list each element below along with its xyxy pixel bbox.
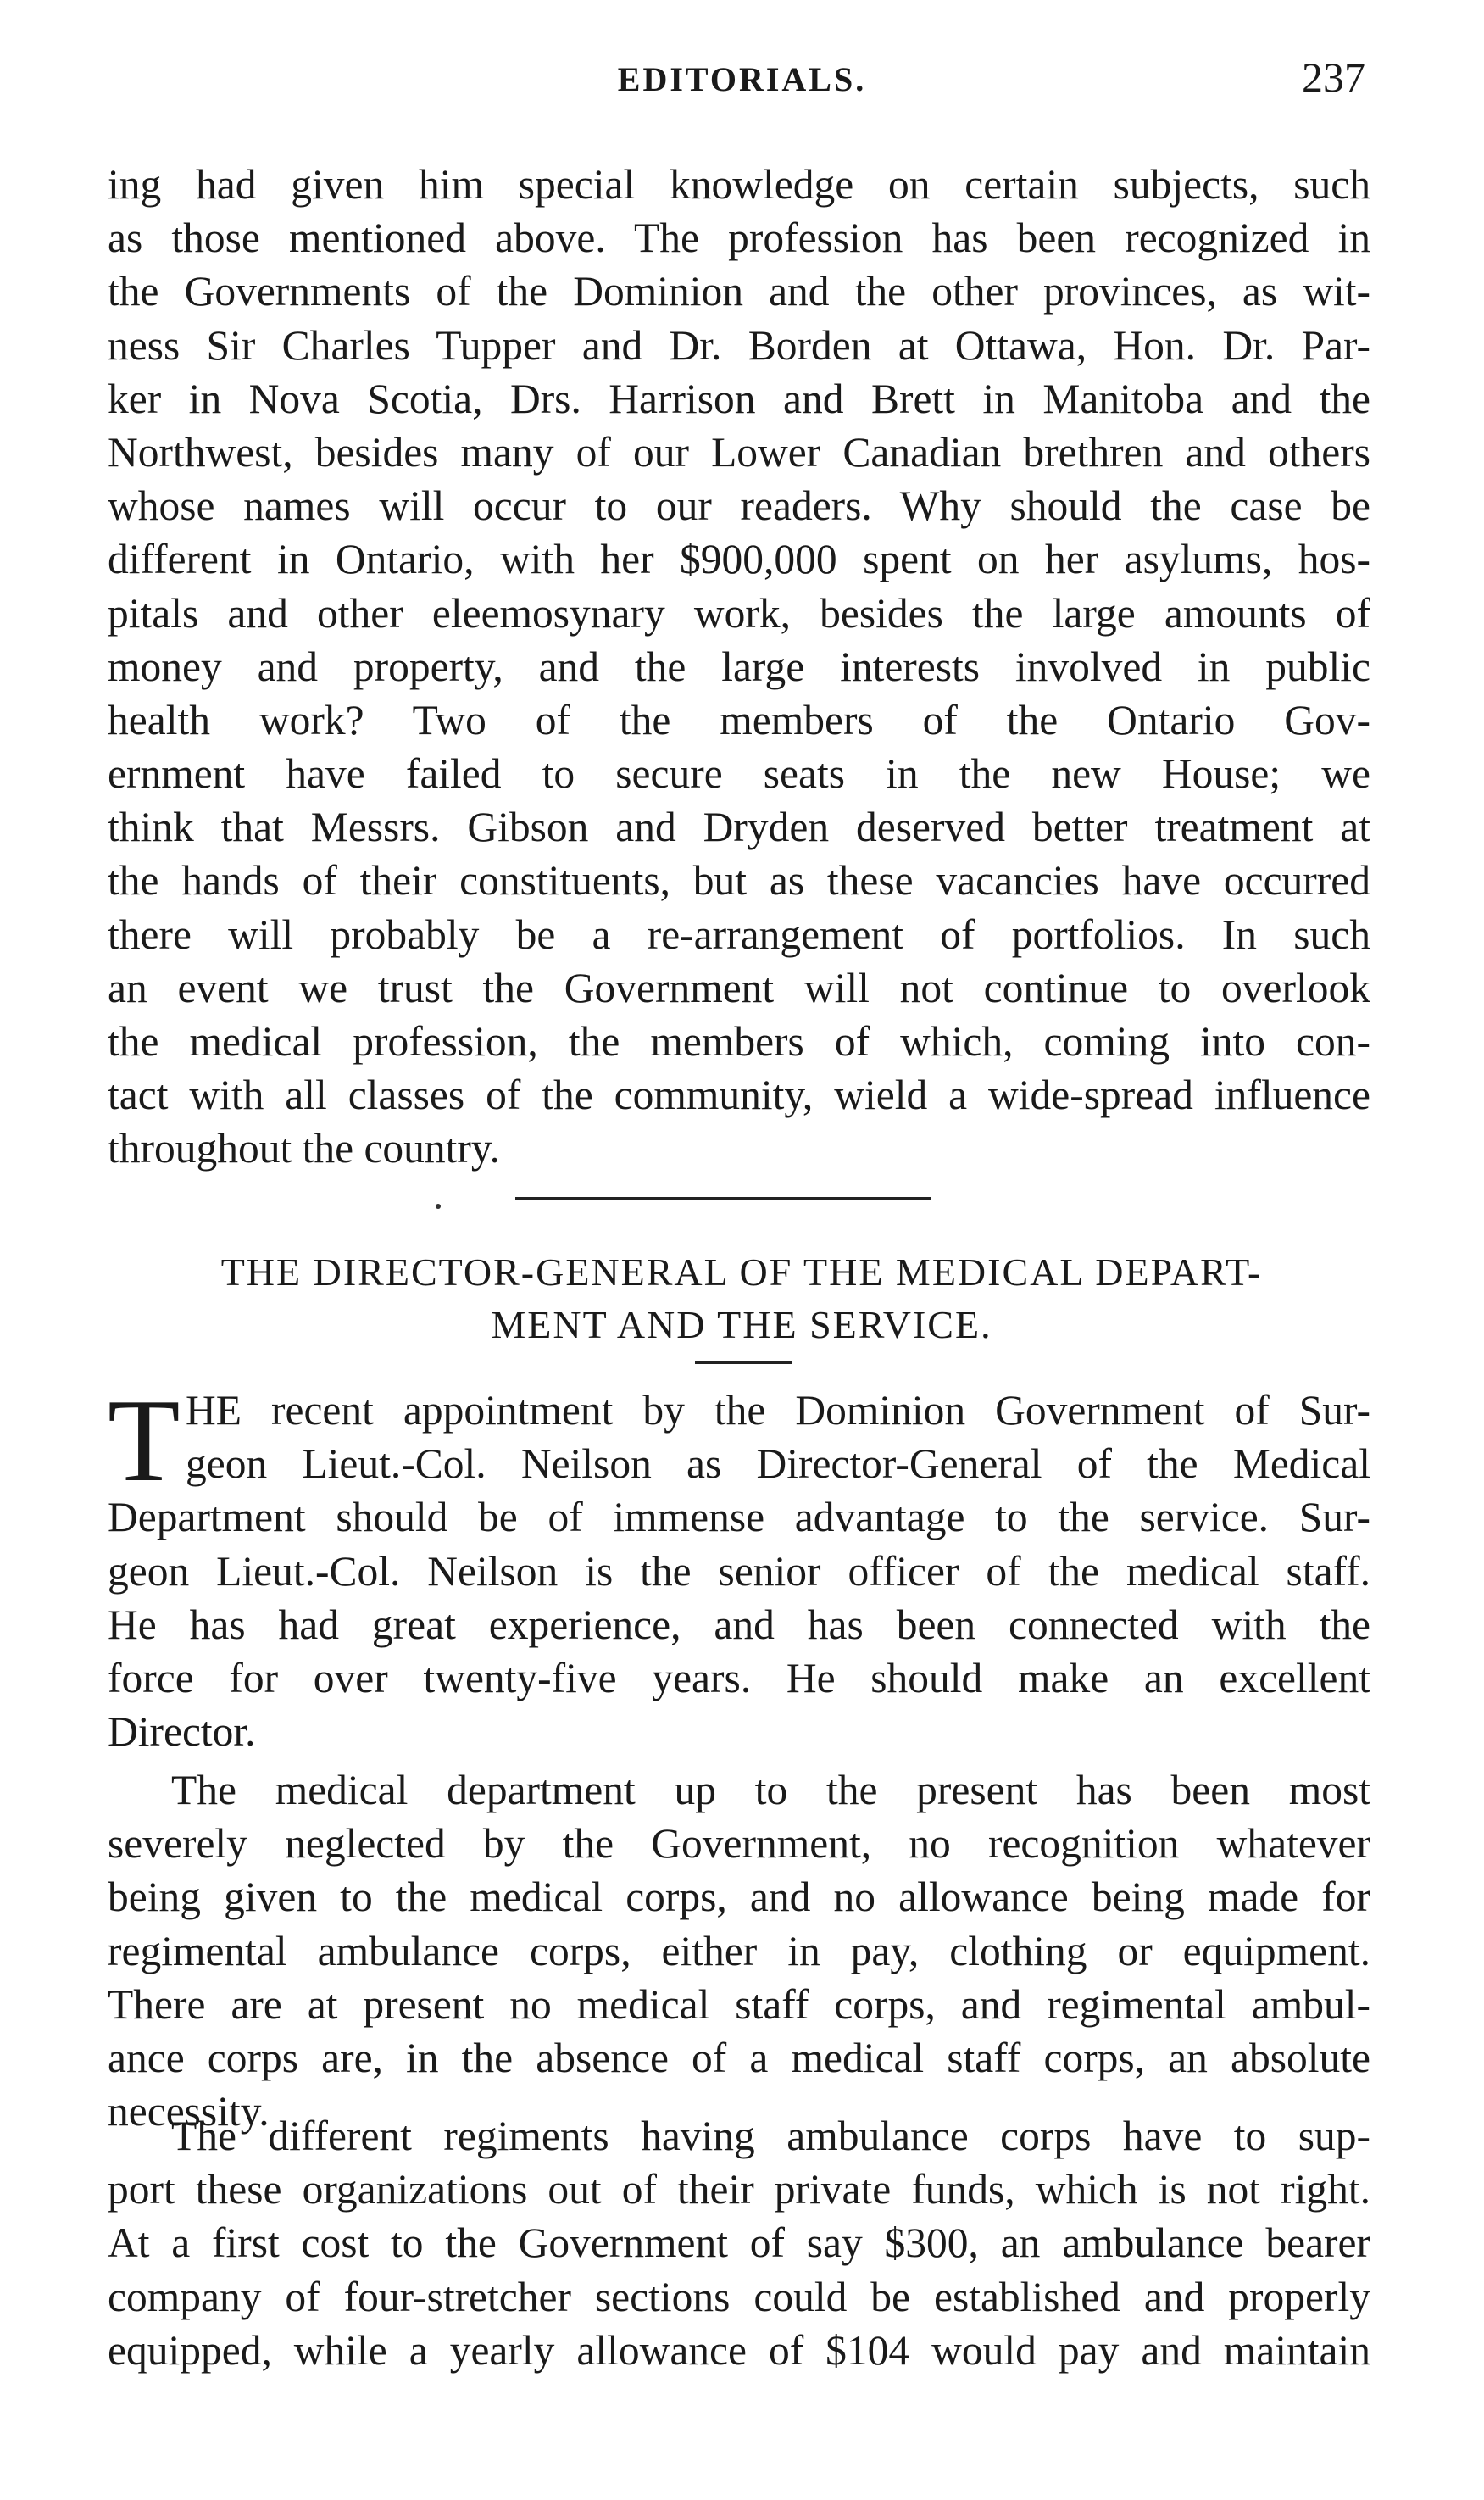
text-line: health work? Two of the members of the Ontario Gov- xyxy=(108,696,1370,743)
text-line: being given to the medical corps, and no allowance being made for xyxy=(108,1874,1370,1921)
drop-cap: T xyxy=(108,1375,181,1506)
text-line: The medical department up to the present has been most xyxy=(171,1767,1370,1813)
text-line: severely neglected by the Government, no recognition whatever xyxy=(108,1820,1370,1868)
text-line: There are at present no medical staff corps, and regimental ambul- xyxy=(108,1980,1370,2028)
heading-divider xyxy=(695,1361,792,1364)
running-title: EDITORIALS. xyxy=(617,60,867,98)
text-line: money and property, and the large interests involved in public xyxy=(108,643,1370,690)
text-line: as those mentioned above. The profession has been recognized in xyxy=(108,214,1370,262)
text-line: regimental ambulance corps, either in pay, clothing or equipment. xyxy=(108,1927,1370,1974)
text-line: ance corps are, in the absence of a medical staff corps, an absolute xyxy=(108,2034,1370,2081)
paragraph-continued xyxy=(108,158,1370,1176)
text-line: At a first cost to the Government of say $300, an ambulance bearer xyxy=(108,2219,1370,2267)
ink-dot xyxy=(436,1204,441,1209)
paragraph-neglect xyxy=(108,1763,1370,2138)
text-line: HE recent appointment by the Dominion Government of Sur- xyxy=(186,1387,1370,1434)
text-line: the hands of their constituents, but as these vacancies have occurred xyxy=(108,857,1370,905)
paragraph-ambulance-corps xyxy=(108,2109,1370,2377)
text-line: Northwest, besides many of our Lower Canadian brethren and others xyxy=(108,428,1370,476)
text-line: whose names will occur to our readers. Why should the case be xyxy=(108,482,1370,530)
article-heading xyxy=(93,1246,1390,1351)
text-line: think that Messrs. Gibson and Dryden deserved better treatment at xyxy=(108,804,1370,851)
text-line: The different regiments having ambulance corps have to sup- xyxy=(171,2113,1370,2159)
text-line: force for over twenty-five years. He should make an excellent xyxy=(108,1654,1370,1701)
text-line: He has had great experience, and has been connected with the xyxy=(108,1601,1370,1648)
running-head xyxy=(0,53,1484,103)
text-line: pitals and other eleemosynary work, besides the large amounts of xyxy=(108,589,1370,637)
text-line: company of four-stretcher sections could be established and properly xyxy=(108,2273,1370,2320)
text-line: the medical profession, the members of which, coming into con- xyxy=(108,1018,1370,1065)
heading-line: THE DIRECTOR-GENERAL OF THE MEDICAL DEPART- xyxy=(220,1250,1263,1294)
text-line: different in Ontario, with her $900,000 spent on her asylums, hos- xyxy=(108,536,1370,583)
text-line: tact with all classes of the community, wield a wide-spread influence xyxy=(108,1072,1370,1119)
text-line: necessity. xyxy=(108,2088,270,2135)
text-line: geon Lieut.-Col. Neilson is the senior officer of the medical staff. xyxy=(108,1547,1370,1595)
paragraph-appointment xyxy=(108,1375,1370,1758)
text-line: Director. xyxy=(108,1708,256,1756)
section-divider xyxy=(515,1197,931,1200)
text-line: throughout the country. xyxy=(108,1125,500,1172)
heading-line: MENT AND THE SERVICE. xyxy=(491,1303,992,1346)
text-line: port these organizations out of their private funds, which is not right. xyxy=(108,2166,1370,2213)
text-line: Department should be of immense advantage to the service. Sur- xyxy=(108,1494,1370,1541)
text-line: there will probably be a re-arrangement of portfolios. In such xyxy=(108,910,1370,958)
text-line: ing had given him special knowledge on certain subjects, such xyxy=(108,161,1370,208)
text-line: ernment have failed to secure seats in the new House; we xyxy=(108,750,1370,798)
text-line: ker in Nova Scotia, Drs. Harrison and Brett in Manitoba and the xyxy=(108,375,1370,422)
text-line: ness Sir Charles Tupper and Dr. Borden at Ottawa, Hon. Dr. Par- xyxy=(108,321,1370,369)
text-line: equipped, while a yearly allowance of $104 would pay and maintain xyxy=(108,2326,1370,2374)
page-number: 237 xyxy=(1302,53,1365,101)
text-line: geon Lieut.-Col. Neilson as Director-General of the Medical xyxy=(186,1440,1370,1488)
text-line: an event we trust the Government will not continue to overlook xyxy=(108,964,1370,1011)
text-line: the Governments of the Dominion and the other provinces, as wit- xyxy=(108,268,1370,315)
